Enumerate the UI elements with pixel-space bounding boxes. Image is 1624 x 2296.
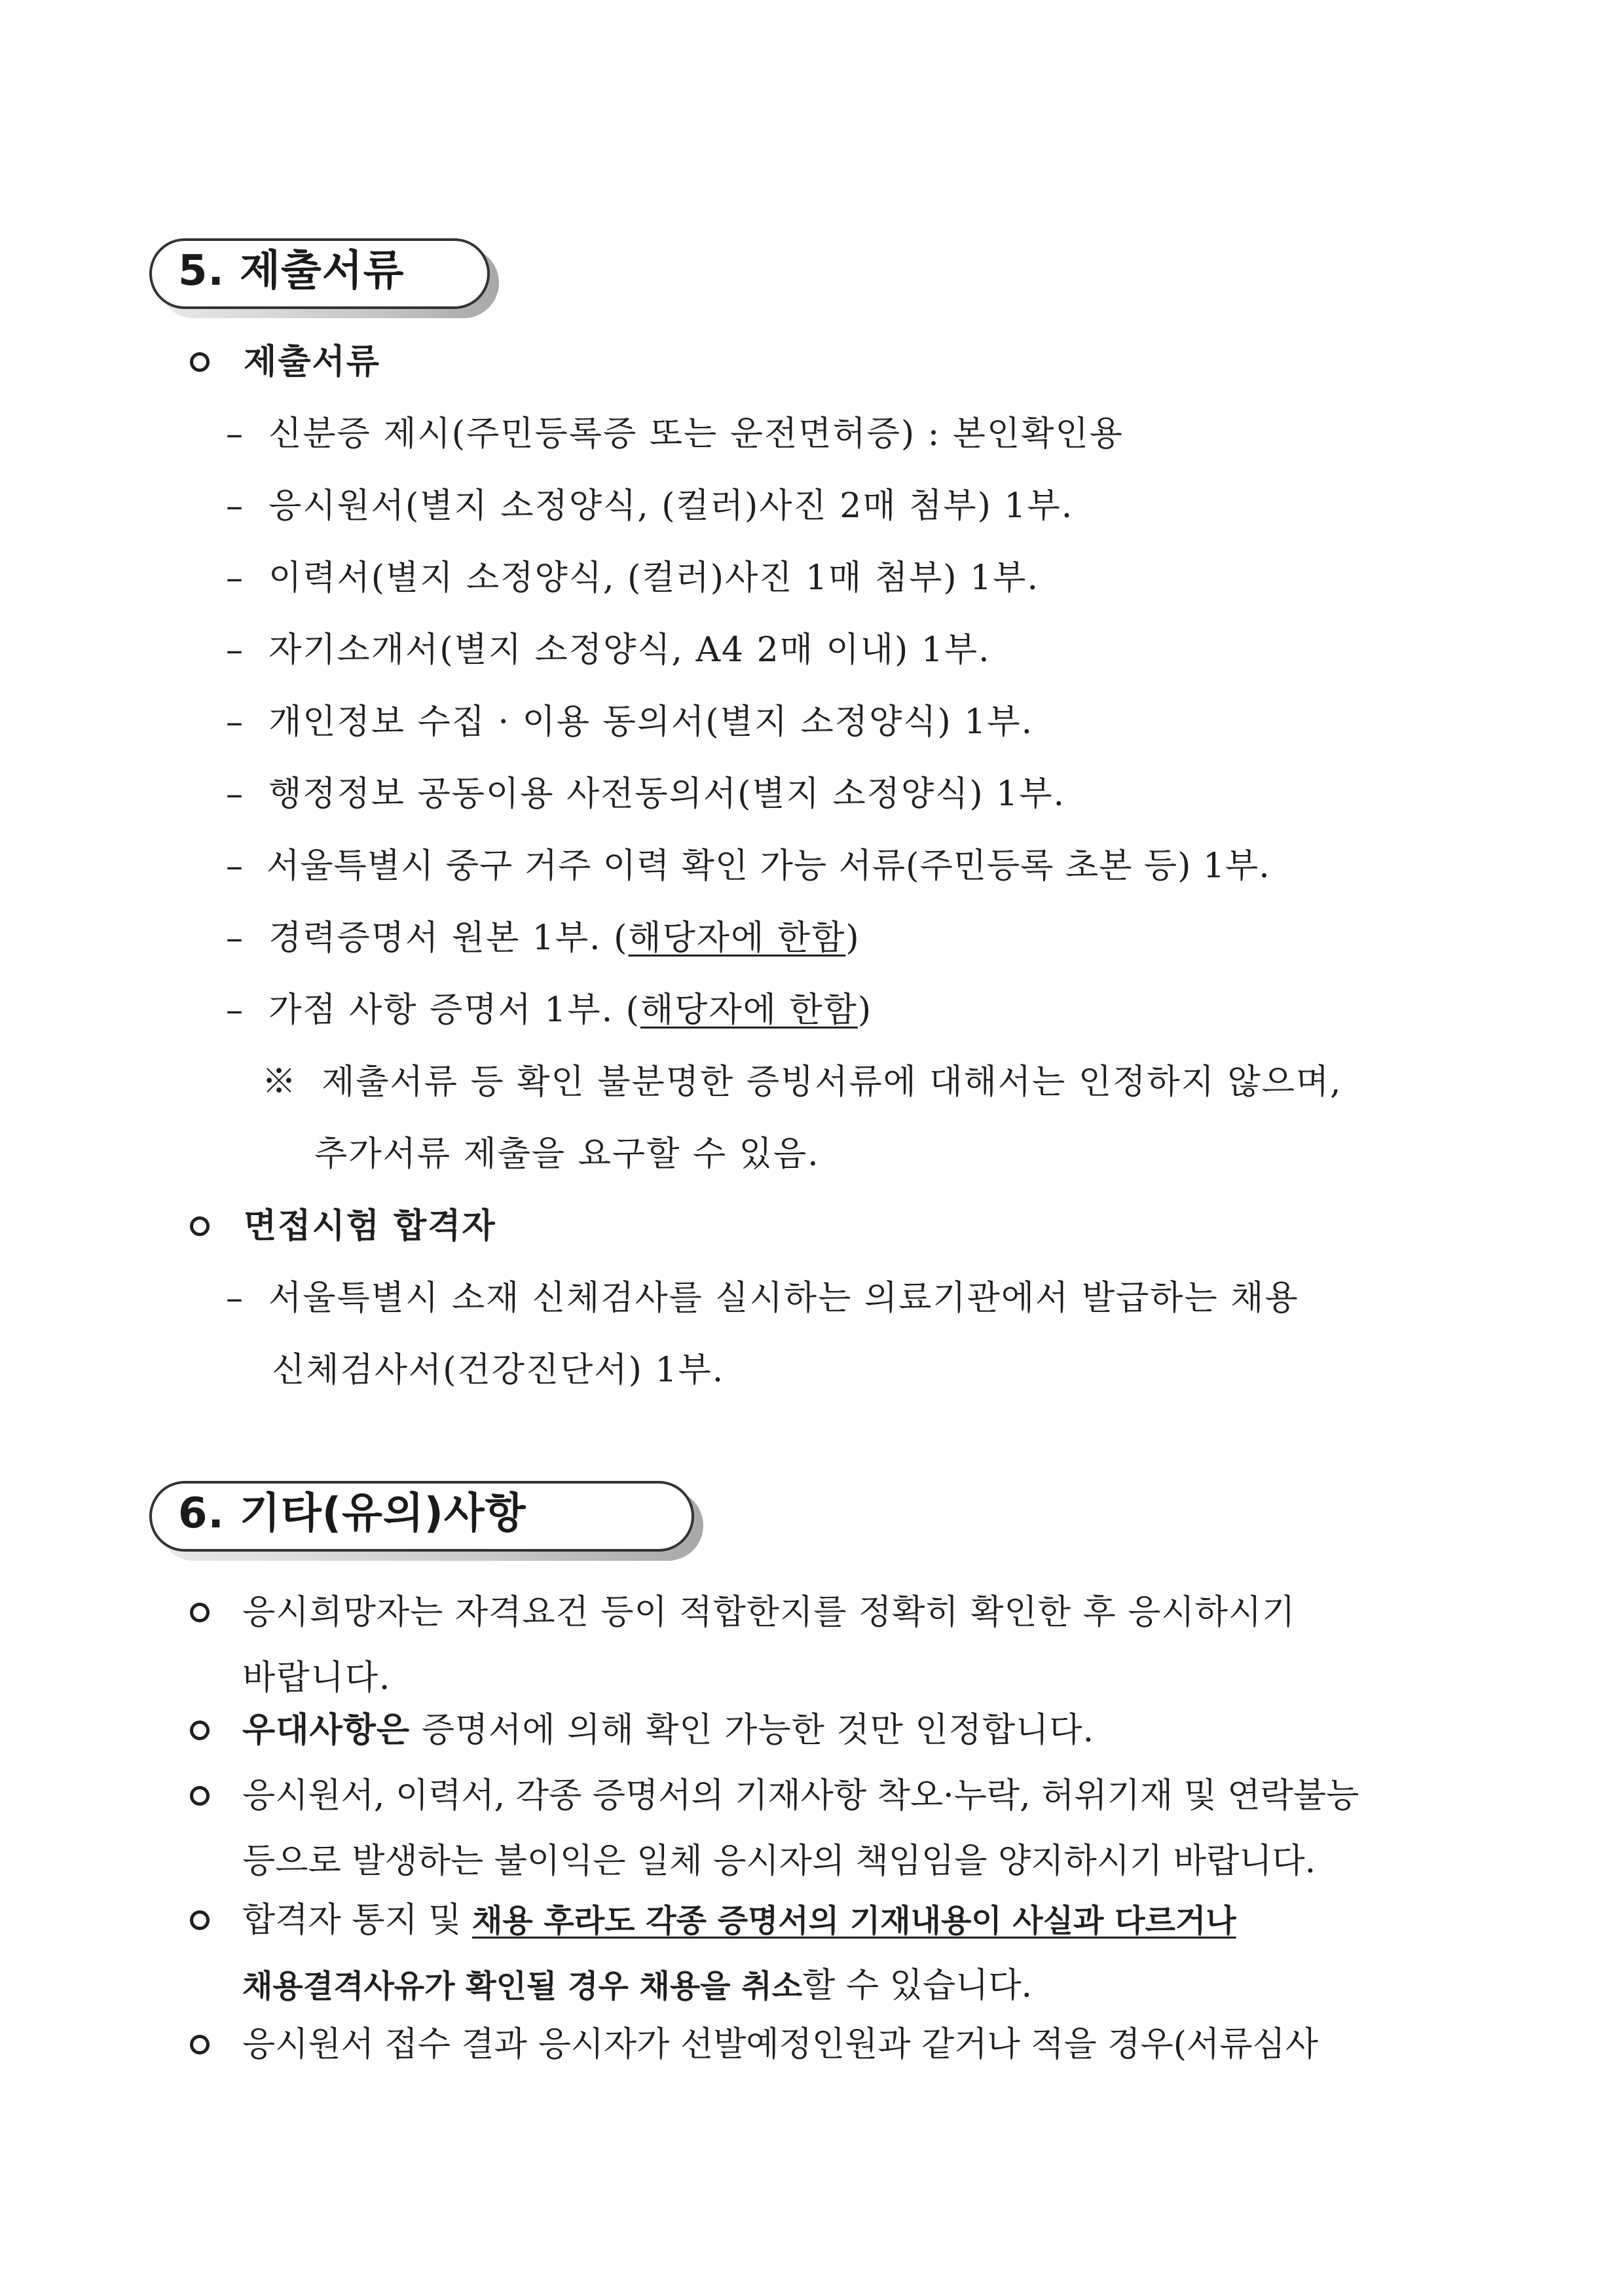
section6-header bbox=[149, 1481, 694, 1552]
dash: – bbox=[226, 414, 244, 454]
bullet-circle-icon bbox=[190, 2035, 210, 2054]
notice-bold-underlined-text: 채용 후라도 각종 증명서의 기재내용이 사실과 다르거나 bbox=[471, 1903, 1236, 1939]
dash: – bbox=[226, 486, 244, 526]
bullet-circle-icon bbox=[190, 1910, 210, 1930]
list-item bbox=[226, 627, 991, 673]
list-item bbox=[226, 915, 860, 961]
notice-rest-text: 할 수 있습니다. bbox=[802, 1966, 1033, 2005]
group2-heading: 면접시험 합격자 bbox=[244, 1207, 496, 1246]
list-item bbox=[226, 843, 1270, 889]
item-text: 신분증 제시(주민등록증 또는 운전면허증) : 본인확인용 bbox=[268, 414, 1124, 454]
list-item bbox=[226, 987, 872, 1033]
group1-heading: 제출서류 bbox=[244, 342, 380, 382]
notice-rest-text: 증명서에 의해 확인 가능한 것만 인정합니다. bbox=[410, 1711, 1095, 1750]
dash: – bbox=[226, 702, 244, 742]
bullet-circle-icon bbox=[190, 352, 210, 372]
item-text: 응시원서(별지 소정양식, (컬러)사진 2매 첨부) 1부. bbox=[268, 486, 1074, 526]
list-item bbox=[226, 555, 1039, 601]
item-underlined-text: 해당자에 한함 bbox=[640, 991, 858, 1030]
section5-title: 5. 제출서류 bbox=[178, 247, 405, 295]
dash: – bbox=[226, 991, 244, 1030]
list-item bbox=[226, 483, 1073, 529]
item-text: ) bbox=[857, 991, 873, 1030]
item-text: 경력증명서 원본 1부. ( bbox=[268, 919, 629, 958]
notice-text: 응시희망자는 자격요건 등이 적합한지를 정확히 확인한 후 응시하시기 bbox=[242, 1593, 1296, 1632]
item-text: ) bbox=[845, 919, 860, 958]
note bbox=[262, 1059, 1342, 1105]
bullet-circle-icon bbox=[190, 1721, 210, 1740]
bullet-circle-icon bbox=[190, 1786, 210, 1806]
notice-text-continued bbox=[242, 1963, 1032, 2009]
list-item bbox=[226, 699, 1033, 745]
notice-text: 응시원서, 이력서, 각종 증명서의 기재사항 착오·누락, 허위기재 및 연락불능 bbox=[242, 1776, 1359, 1815]
dash: – bbox=[226, 1279, 244, 1318]
notice-text: 응시원서 접수 결과 응시자가 선발예정인원과 같거나 적을 경우(서류심사 bbox=[242, 2025, 1318, 2064]
item-text: 서울특별시 중구 거주 이력 확인 가능 서류(주민등록 초본 등) 1부. bbox=[267, 847, 1270, 886]
item-text: 개인정보 수집 · 이용 동의서(별지 소정양식) 1부. bbox=[268, 702, 1034, 742]
section6-title: 6. 기타(유의)사항 bbox=[178, 1489, 526, 1538]
item-text: 가점 사항 증명서 1부. ( bbox=[268, 991, 640, 1030]
notice-text-continued: 바랍니다. bbox=[242, 1658, 392, 1698]
list-item bbox=[226, 1275, 1299, 1321]
note-text: 제출서류 등 확인 불분명한 증빙서류에 대해서는 인정하지 않으며, bbox=[322, 1063, 1342, 1102]
notice-rest-text: 합격자 통지 및 bbox=[242, 1901, 472, 1940]
item-text: 행정정보 공동이용 사전동의서(별지 소정양식) 1부. bbox=[268, 774, 1066, 814]
note-continued: 추가서류 제출을 요구할 수 있음. bbox=[314, 1135, 820, 1174]
notice-bold-text: 우대사항은 bbox=[242, 1711, 411, 1750]
item-text: 이력서(별지 소정양식, (컬러)사진 1매 첨부) 1부. bbox=[268, 558, 1040, 598]
notice-bold-text: 채용결격사유가 확인될 경우 채용을 취소 bbox=[242, 1968, 803, 2005]
list-item-continued: 신체검사서(건강진단서) 1부. bbox=[272, 1351, 725, 1390]
dash: – bbox=[226, 630, 244, 670]
dash: – bbox=[226, 558, 244, 598]
list-item bbox=[226, 771, 1065, 817]
section5-header bbox=[149, 238, 490, 309]
dash: – bbox=[226, 847, 244, 886]
item-underlined-text: 해당자에 한함 bbox=[628, 919, 846, 958]
notice-text-continued: 등으로 발생하는 불이익은 일체 응시자의 책임임을 양지하시기 바랍니다. bbox=[242, 1842, 1316, 1881]
reference-mark-icon: ※ bbox=[262, 1063, 298, 1102]
item-text: 서울특별시 소재 신체검사를 실시하는 의료기관에서 발급하는 채용 bbox=[268, 1279, 1299, 1318]
item-text: 자기소개서(별지 소정양식, A4 2매 이내) 1부. bbox=[268, 630, 991, 670]
notice-text bbox=[242, 1707, 1094, 1753]
dash: – bbox=[226, 919, 244, 958]
bullet-circle-icon bbox=[190, 1216, 210, 1236]
bullet-circle-icon bbox=[190, 1603, 210, 1622]
dash: – bbox=[226, 774, 244, 814]
notice-text bbox=[242, 1897, 1236, 1944]
list-item bbox=[226, 411, 1124, 457]
